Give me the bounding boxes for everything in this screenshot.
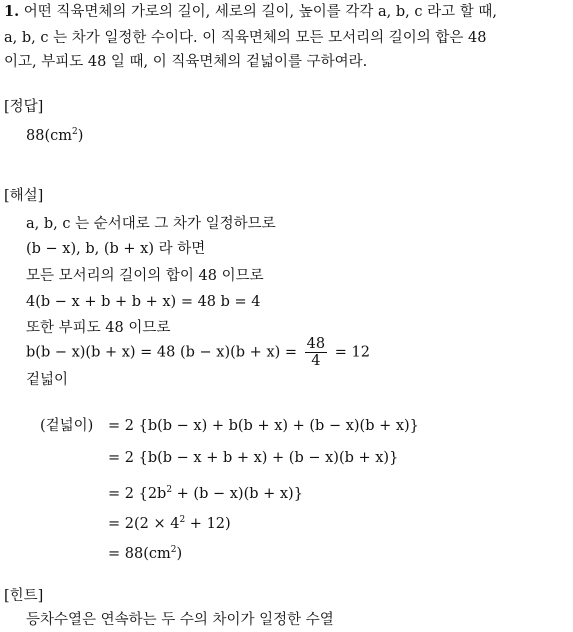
solution-step-7: 겉넓이 [26,372,69,388]
solution-step-6 [26,336,370,369]
answer-value-close: ) [77,128,84,144]
solution-step-6-left: b(b − x)(b + x) = 48 (b − x)(b + x) = [26,344,298,361]
equation-line-3-a: = 2 {2b [108,486,167,502]
fraction [305,336,327,369]
solution-step-3: 모든 모서리의 길이의 합이 48 이므로 [26,268,264,284]
equation-line-4-a: = 2(2 × 4 [108,516,180,532]
equation-line-2: = 2 {b(b − x + b + x) + (b − x)(b + x)} [108,450,399,466]
equation-line-4-b: + 12) [185,516,231,532]
equation-line-3-b: + (b − x)(b + x)} [172,486,303,502]
solution-step-1: a, b, c 는 순서대로 그 차가 일정하므로 [26,216,276,232]
equation-label: (겉넓이) [40,418,94,434]
equation-line-5-a: = 88(cm [108,546,171,562]
equation-line-5 [108,540,182,564]
equation-line-3-sup: 2 [166,485,173,495]
solution-step-2: (b − x), b, (b + x) 라 하면 [26,241,206,257]
solution-step-4: 4(b − x + b + b + x) = 48 b = 4 [26,294,261,310]
equation-line-4-sup: 2 [179,515,186,525]
answer-header: [정답] [4,99,44,115]
fraction-denominator: 4 [311,353,321,369]
equation-line-3 [108,480,303,504]
answer-value-main: 88(cm [26,128,72,144]
solution-step-5: 또한 부피도 48 이므로 [26,320,171,336]
problem-text-1: 어떤 직육면체의 가로의 길이, 세로의 길이, 높이를 각각 a, b, c 라고 할 때, [23,4,497,20]
equation-line-5-b: ) [176,546,183,562]
answer-value [26,122,83,146]
problem-line-1 [4,2,497,22]
hint-text: 등차수열은 연속하는 두 수의 차이가 일정한 수열 [26,612,334,628]
answer-value-sup: 2 [71,127,78,137]
problem-line-2: a, b, c 는 차가 일정한 수이다. 이 직육면체의 모든 모서리의 길이의 합은 48 [4,30,487,46]
fraction-numerator: 48 [306,336,326,352]
problem-number: 1. [4,3,20,20]
solution-step-6-right: = 12 [334,344,370,361]
problem-line-3: 이고, 부피도 48 일 때, 이 직육면체의 겉넓이를 구하여라. [4,54,368,70]
equation-line-1: = 2 {b(b − x) + b(b + x) + (b − x)(b + x)} [108,418,419,434]
hint-header: [힌트] [4,588,44,604]
equation-line-5-sup: 2 [170,545,177,555]
equation-line-4 [108,510,231,534]
solution-header: [해설] [4,188,44,204]
